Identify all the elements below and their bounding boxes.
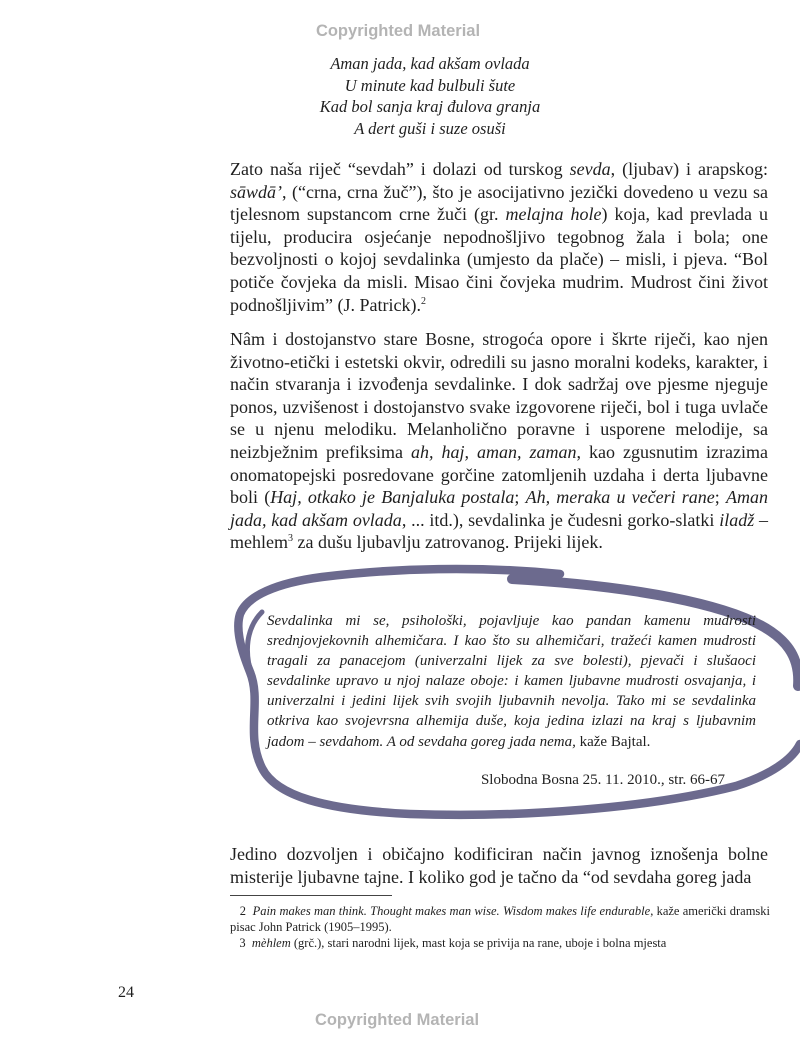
paragraph-bottom: Jedino dozvoljen i običajno kodificiran način javnog iznošenja bolne misterije ljubavne tajne. I koliko god je tačno da “od sevdaha goreg jada bbox=[230, 844, 768, 887]
paragraph-sevdah-etymology: Zato naša riječ “sevdah” i dolazi od turskog sevda, (ljubav) i arapskog: sāwdā’, (“crna, crna žuč”), što je asocijativno jezički dovedeno u vezu sa tjelesnom supstancom crne žuči (gr. melajna hole) koja, kad prevlada u tijelu, producira osjećanje nepodnošljivo tegobnog žala i bola; one bezvoljnosti o kojoj sevdalinka (umjesto da plače) – misli, i pjeva. “Bol potiče čovjeka da misli. Misao čini čovjeka mudrim. Mudrost čini život podnošljivim” (J. Patrick).$^2$ bbox=[230, 159, 768, 315]
footnote-ref-2: 2 bbox=[420, 295, 426, 307]
highlighted-quote: Sevdalinka mi se, psihološki, pojavljuje kao pandan kamenu mudrosti srednjovjekovnih alhemičara. I kao što su alhemičari, tražeći kamen mudrosti tragali za panacejom (univerzalni lijek za sve bolesti), pjevači i slušaoci sevdalinke upravo u njoj nalaze oboje: i kamen ljubavne mudrosti osvajanja, i univerzalni i jedini lijek svih svojih ljubavnih nevolja. Tako mi se sevdalinka otkriva kao svojevrsna alhemija duše, koja jedina izlazi na kraj s ljubavnim jadom – sevdahom. A od sevdaha goreg jada nema, kaže Bajtal. bbox=[267, 613, 756, 750]
footnote-divider bbox=[230, 895, 392, 896]
copyright-watermark-bottom: Copyrighted Material bbox=[314, 1011, 480, 1029]
copyright-watermark-top: Copyrighted Material bbox=[315, 22, 481, 40]
footnote-2: 2 Pain makes man think. Thought makes man wise. Wisdom makes life endurable, kaže američki dramski pisac John Patrick (1905–1995). bbox=[230, 904, 771, 934]
poem-line: Kad bol sanja kraj đulova granja bbox=[319, 97, 541, 116]
footnote-3: 3 mèhlem (grč.), stari narodni lijek, mast koja se privija na rane, uboje i bolna mjesta bbox=[239, 936, 667, 950]
poem-line: U minute kad bulbuli šute bbox=[344, 75, 516, 95]
footnote-ref-3: 3 bbox=[287, 533, 293, 545]
paragraph-bosnia-dignity: Nâm i dostojanstvo stare Bosne, strogoća opore i škrte riječi, kao njen životno-etički i estetski okvir, odredili su jasno moralni kodeks, karakter, i način stvaranja i izvođenja sevdalinke. I dok sadržaj ove pjesme njeguje ponos, uzvišenost i dostojanstvo svake izgovorene riječi, bol i tuga uvlače se u njenu melodiku. Melanholično poravne i usporene melodije, sa neizbježnim prefiksima ah, haj, aman, zaman, kao zgusnutim izrazima onomatopejski posredovane gorčine zatomljenih uzdaha i derta ljubavne boli (Haj, otkako je Banjaluka postala; Ah, meraka u večeri rane; Aman jada, kad akšam ovlada, ... itd.), sevdalinka je čudesni gorko-slatki iladž – mehlem$^3$ za dušu ljubavlju zatrovanog. Prijeki lijek. bbox=[230, 329, 768, 553]
quote-source: Slobodna Bosna 25. 11. 2010., str. 66-67 bbox=[480, 772, 725, 788]
poem-line: A dert guši i suze osuši bbox=[354, 118, 506, 138]
page-number: 24 bbox=[118, 984, 134, 1001]
poem-line: Aman jada, kad akšam ovlada bbox=[330, 54, 530, 73]
